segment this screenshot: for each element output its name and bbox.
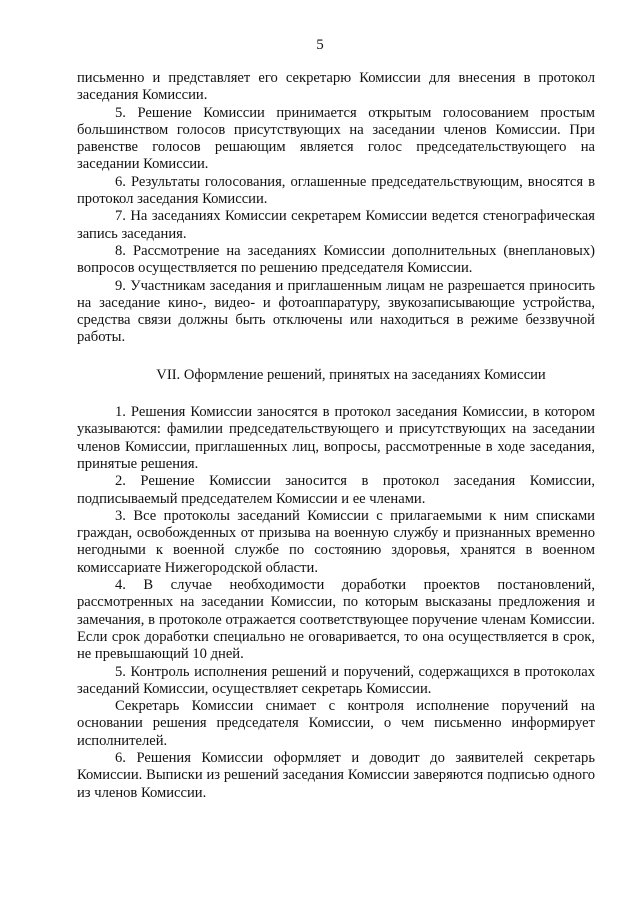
page-number: 5 (316, 37, 324, 53)
section-paragraph-5: 5. Контроль исполнения решений и поручений, содержащихся в протоколах заседаний Комиссии, осуществляет секретарь Комиссии. (77, 663, 595, 697)
section-paragraph-2: 2. Решение Комиссии заносится в протокол заседания Комиссии, подписываемый председателем Комиссии и ее членами. (77, 473, 595, 507)
paragraph-item-8: 8. Рассмотрение на заседаниях Комиссии дополнительных (внеплановых) вопросов осуществляется по решению председателя Комиссии. (77, 242, 595, 277)
section-heading: VII. Оформление решений, принятых на заседаниях Комиссии (156, 366, 546, 383)
document-body (77, 70, 595, 802)
section-paragraph-3: 3. Все протоколы заседаний Комиссии с прилагаемыми к ним списками граждан, освобожденных от призыва на военную службу и признанных временно негодными к военной службе по состоянию здоровья, хранятся в военном комиссариате Нижегородской области. (77, 507, 595, 576)
section-paragraph-4: 4. В случае необходимости доработки проектов постановлений, рассмотренных на заседании Комиссии, по которым высказаны предложения и замечания, в протоколе отражается соответствующее поручение членам Комиссии. Если срок доработки специально не оговаривается, то она осуществляется в срок, не превышающий 10 дней. (77, 577, 595, 663)
paragraph-item-7: 7. На заседаниях Комиссии секретарем Комиссии ведется стенографическая запись заседания. (77, 208, 595, 242)
paragraph-continuation: письменно и представляет его секретарю Комиссии для внесения в протокол заседания Комиссии. (77, 70, 595, 104)
section-paragraph-6: 6. Решения Комиссии оформляет и доводит до заявителей секретарь Комиссии. Выписки из решений заседания Комиссии заверяются подписью одного из членов Комиссии. (77, 749, 595, 801)
paragraph-item-5: 5. Решение Комиссии принимается открытым голосованием простым большинством голосов присутствующих на заседании членов Комиссии. При равенстве голосов решающим является голос председательствующего на заседании Комиссии. (77, 104, 595, 173)
section-paragraph-1: 1. Решения Комиссии заносятся в протокол заседания Комиссии, в котором указываются: фамилии председательствующего и присутствующих на заседании членов Комиссии, приглашенных лиц, вопросы, рассмотренные в ходе заседания, принятые решения. (77, 404, 595, 472)
section-paragraph-5-note: Секретарь Комиссии снимает с контроля исполнение поручений на основании решения председателя Комиссии, о чем письменно информирует исполнителей. (77, 698, 595, 749)
paragraph-item-6: 6. Результаты голосования, оглашенные председательствующим, вносятся в протокол заседания Комиссии. (77, 173, 595, 208)
paragraph-item-9: 9. Участникам заседания и приглашенным лицам не разрешается приносить на заседание кино-, видео- и фотоаппаратуру, звукозаписывающие устройства, средства связи должны быть отключены или находиться в режиме беззвучной работы. (77, 277, 595, 346)
